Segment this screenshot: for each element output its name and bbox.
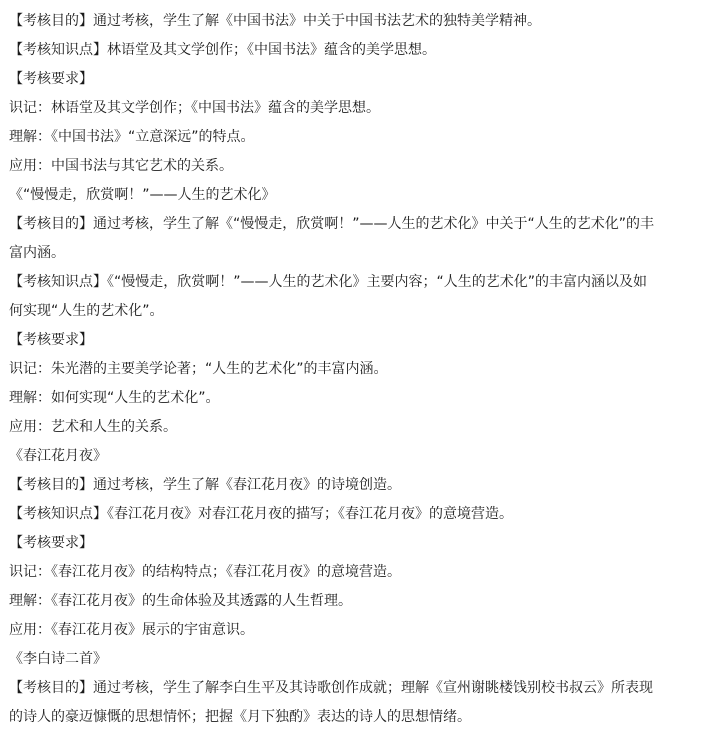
text-line: 【考核目的】通过考核，学生了解《春江花月夜》的诗境创造。 — [9, 477, 401, 493]
text-line: 的诗人的豪迈慷慨的思想情怀；把握《月下独酌》表达的诗人的思想情绪。 — [9, 709, 471, 725]
text-line: 识记：林语堂及其文学创作；《中国书法》蕴含的美学思想。 — [9, 100, 380, 116]
text-line: 【考核要求】 — [9, 332, 93, 348]
section-title: 《李白诗二首》 — [9, 651, 107, 667]
section-title: 《春江花月夜》 — [9, 448, 107, 464]
text-line: 理解：《春江花月夜》的生命体验及其透露的人生哲理。 — [9, 593, 352, 609]
text-line: 【考核知识点】林语堂及其文学创作；《中国书法》蕴含的美学思想。 — [9, 42, 436, 58]
text-line: 【考核要求】 — [9, 535, 93, 551]
text-line: 【考核目的】通过考核，学生了解《“慢慢走，欣赏啊！”——人生的艺术化》中关于“人生的艺术化”的丰 — [9, 216, 655, 232]
text-line: 【考核要求】 — [9, 71, 93, 87]
text-line: 何实现“人生的艺术化”。 — [9, 303, 164, 319]
section-title: 《“慢慢走，欣赏啊！”——人生的艺术化》 — [9, 187, 276, 203]
text-line: 富内涵。 — [9, 245, 65, 261]
text-line: 理解：《中国书法》“立意深远”的特点。 — [9, 129, 255, 145]
text-line: 识记：朱光潜的主要美学论著；“人生的艺术化”的丰富内涵。 — [9, 361, 388, 377]
text-line: 识记：《春江花月夜》的结构特点；《春江花月夜》的意境营造。 — [9, 564, 401, 580]
text-line: 【考核目的】通过考核，学生了解李白生平及其诗歌创作成就；理解《宣州谢眺楼饯别校书叔云》所表现 — [9, 680, 653, 696]
text-line: 应用：中国书法与其它艺术的关系。 — [9, 158, 233, 174]
text-line: 【考核目的】通过考核，学生了解《中国书法》中关于中国书法艺术的独特美学精神。 — [9, 13, 541, 29]
text-line: 【考核知识点】《春江花月夜》对春江花月夜的描写；《春江花月夜》的意境营造。 — [9, 506, 513, 522]
document-body — [9, 7, 699, 732]
text-line: 应用：艺术和人生的关系。 — [9, 419, 177, 435]
text-line: 【考核知识点】《“慢慢走，欣赏啊！”——人生的艺术化》主要内容；“人生的艺术化”的丰富内涵以及如 — [9, 274, 648, 290]
text-line: 理解：如何实现“人生的艺术化”。 — [9, 390, 220, 406]
text-line: 应用：《春江花月夜》展示的宇宙意识。 — [9, 622, 254, 638]
